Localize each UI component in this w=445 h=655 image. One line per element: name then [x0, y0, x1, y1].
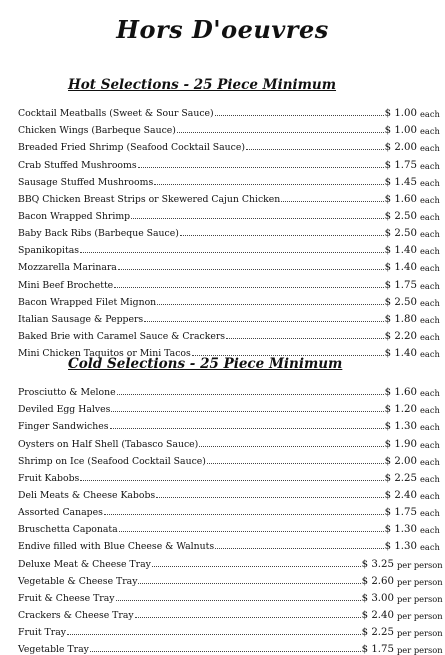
dot-leader: [215, 547, 383, 549]
menu-item-unit: each: [420, 314, 440, 325]
dot-leader: [104, 513, 384, 515]
dot-leader: [226, 337, 384, 339]
dot-leader: [135, 616, 361, 618]
menu-item-unit: each: [420, 143, 440, 154]
menu-item-unit: each: [420, 508, 440, 519]
menu-item-name: Deli Meats & Cheese Kabobs: [18, 489, 156, 501]
menu-item-name: Fruit Tray: [18, 627, 66, 639]
menu-item-row: [18, 308, 442, 325]
menu-item-price: $ 2.40: [384, 489, 417, 501]
hot-items-list: [18, 102, 442, 359]
menu-item-name: Deviled Egg Halves: [18, 404, 111, 416]
menu-item-price: $ 1.20: [384, 404, 417, 416]
menu-item-name: Baked Brie with Caramel Sauce & Crackers: [18, 330, 226, 342]
menu-item-name: Bruschetta Caponata: [18, 524, 118, 536]
menu-item-price: $ 2.25: [384, 472, 417, 484]
menu-item-row: [18, 552, 442, 569]
menu-item-unit: each: [420, 211, 440, 222]
menu-item-name: Breaded Fried Shrimp (Seafood Cocktail Sauce): [18, 142, 246, 154]
menu-item-price: $ 2.60: [361, 575, 394, 587]
menu-item-name: Baby Back Ribs (Barbeque Sauce): [18, 228, 179, 240]
menu-item-name: Finger Sandwiches: [18, 421, 109, 433]
menu-item-price: $ 1.30: [384, 421, 417, 433]
menu-item-name: Spanikopitas: [18, 245, 80, 257]
menu-item-row: [18, 273, 442, 290]
menu-item-price: $ 2.00: [384, 455, 417, 467]
menu-item-row: [18, 119, 442, 136]
menu-item-unit: per person: [397, 559, 443, 570]
dot-leader: [80, 251, 384, 253]
menu-item-row: [18, 291, 442, 308]
menu-item-name: Vegetable Tray: [18, 644, 89, 655]
menu-item-unit: each: [420, 297, 440, 308]
menu-item-row: [18, 153, 442, 170]
menu-item-row: [18, 239, 442, 256]
dot-leader: [152, 565, 361, 567]
menu-item-price: $ 2.40: [361, 609, 394, 621]
dot-leader: [180, 234, 384, 236]
dot-leader: [67, 633, 361, 635]
menu-item-row: [18, 415, 442, 432]
dot-leader: [207, 462, 384, 464]
menu-item-row: [18, 256, 442, 273]
dot-leader: [281, 200, 383, 202]
dot-leader: [90, 650, 361, 652]
dot-leader: [138, 166, 384, 168]
menu-item-price: $ 1.45: [384, 176, 417, 188]
dot-leader: [111, 410, 383, 412]
menu-item-name: Bacon Wrapped Filet Mignon: [18, 296, 157, 308]
menu-item-row: [18, 205, 442, 222]
menu-item-name: BBQ Chicken Breast Strips or Skewered Cajun Chicken: [18, 193, 281, 205]
menu-item-unit: per person: [397, 576, 443, 587]
menu-item-price: $ 1.40: [384, 348, 417, 360]
menu-item-name: Chicken Wings (Barbeque Sauce): [18, 125, 176, 137]
menu-item-name: Vegetable & Cheese Tray: [18, 575, 138, 587]
menu-item-unit: each: [420, 263, 440, 274]
menu-item-unit: per person: [397, 610, 443, 621]
hot-section-heading: Hot Selections - 25 Piece Minimum: [68, 77, 337, 93]
menu-item-name: Fruit Kabobs: [18, 472, 80, 484]
menu-item-price: $ 1.60: [384, 193, 417, 205]
menu-item-unit: each: [420, 349, 440, 360]
menu-item-name: Oysters on Half Shell (Tabasco Sauce): [18, 438, 199, 450]
dot-leader: [118, 268, 384, 270]
menu-item-name: Cocktail Meatballs (Sweet & Sour Sauce): [18, 108, 214, 120]
menu-item-name: Bacon Wrapped Shrimp: [18, 210, 131, 222]
dot-leader: [215, 114, 384, 116]
menu-item-row: [18, 325, 442, 342]
menu-item-unit: each: [420, 331, 440, 342]
menu-item-price: $ 1.75: [384, 279, 417, 291]
dot-leader: [114, 286, 383, 288]
menu-item-unit: each: [420, 280, 440, 291]
menu-item-unit: each: [420, 177, 440, 188]
menu-item-price: $ 3.00: [361, 592, 394, 604]
menu-item-price: $ 2.50: [384, 296, 417, 308]
menu-item-unit: each: [420, 439, 440, 450]
menu-item-name: Crackers & Cheese Tray: [18, 609, 134, 621]
dot-leader: [131, 217, 383, 219]
menu-item-row: [18, 501, 442, 518]
menu-item-unit: each: [420, 473, 440, 484]
menu-item-name: Sausage Stuffed Mushrooms: [18, 176, 154, 188]
menu-item-name: Mozzarella Marinara: [18, 262, 117, 274]
menu-item-name: Assorted Canapes: [18, 507, 103, 519]
dot-leader: [154, 183, 383, 185]
menu-item-unit: each: [420, 405, 440, 416]
menu-item-name: Mini Beef Brochette: [18, 279, 114, 291]
page-title: Hors D'oeuvres: [116, 15, 329, 44]
menu-item-unit: each: [420, 229, 440, 240]
menu-item-price: $ 1.30: [384, 524, 417, 536]
dot-leader: [119, 530, 384, 532]
dot-leader: [80, 479, 383, 481]
menu-item-price: $ 2.50: [384, 210, 417, 222]
menu-item-price: $ 1.90: [384, 438, 417, 450]
menu-item-row: [18, 604, 442, 621]
menu-item-unit: each: [420, 160, 440, 171]
menu-item-price: $ 2.20: [384, 330, 417, 342]
menu-item-price: $ 1.80: [384, 313, 417, 325]
menu-item-row: [18, 188, 442, 205]
menu-item-row: [18, 222, 442, 239]
menu-item-price: $ 2.25: [361, 627, 394, 639]
menu-item-price: $ 1.30: [384, 541, 417, 553]
menu-item-row: [18, 467, 442, 484]
menu-item-unit: each: [420, 422, 440, 433]
menu-item-unit: per person: [397, 593, 443, 604]
menu-item-unit: each: [420, 388, 440, 399]
menu-item-row: [18, 381, 442, 398]
dot-leader: [116, 599, 361, 601]
dot-leader: [177, 131, 384, 133]
menu-item-price: $ 1.75: [361, 644, 394, 655]
menu-item-name: Shrimp on Ice (Seafood Cocktail Sauce): [18, 455, 206, 467]
menu-item-row: [18, 621, 442, 638]
cold-items-list: [18, 381, 442, 655]
menu-item-unit: each: [420, 525, 440, 536]
menu-item-price: $ 1.40: [384, 245, 417, 257]
menu-item-row: [18, 535, 442, 552]
menu-item-price: $ 1.75: [384, 159, 417, 171]
menu-item-row: [18, 136, 442, 153]
dot-leader: [156, 496, 383, 498]
menu-item-price: $ 2.00: [384, 142, 417, 154]
dot-leader: [199, 445, 383, 447]
menu-item-name: Fruit & Cheese Tray: [18, 592, 115, 604]
menu-item-name: Deluxe Meat & Cheese Tray: [18, 558, 151, 570]
menu-item-unit: each: [420, 246, 440, 257]
menu-item-row: [18, 102, 442, 119]
menu-item-row: [18, 432, 442, 449]
menu-item-unit: each: [420, 109, 440, 120]
dot-leader: [157, 303, 383, 305]
menu-item-price: $ 2.50: [384, 228, 417, 240]
menu-item-row: [18, 398, 442, 415]
menu-item-name: Mini Chicken Taquitos or Mini Tacos: [18, 348, 191, 360]
menu-item-row: [18, 587, 442, 604]
menu-item-row: [18, 638, 442, 655]
menu-item-unit: each: [420, 542, 440, 553]
menu-item-name: Endive filled with Blue Cheese & Walnuts: [18, 541, 215, 553]
menu-item-row: [18, 484, 442, 501]
menu-item-unit: per person: [397, 628, 443, 639]
menu-item-unit: each: [420, 456, 440, 467]
menu-item-name: Italian Sausage & Peppers: [18, 313, 144, 325]
menu-item-row: [18, 570, 442, 587]
menu-item-price: $ 1.00: [384, 125, 417, 137]
dot-leader: [110, 427, 384, 429]
menu-item-price: $ 3.25: [361, 558, 394, 570]
menu-item-row: [18, 171, 442, 188]
dot-leader: [144, 320, 383, 322]
menu-item-unit: per person: [397, 645, 443, 655]
menu-item-unit: each: [420, 490, 440, 501]
menu-item-price: $ 1.60: [384, 387, 417, 399]
dot-leader: [246, 148, 384, 150]
dot-leader: [138, 582, 360, 584]
menu-item-name: Crab Stuffed Mushrooms: [18, 159, 137, 171]
menu-item-row: [18, 518, 442, 535]
menu-item-price: $ 1.75: [384, 507, 417, 519]
dot-leader: [117, 393, 384, 395]
cold-section-heading: Cold Selections - 25 Piece Minimum: [68, 356, 343, 372]
menu-item-name: Prosciutto & Melone: [18, 387, 116, 399]
menu-item-price: $ 1.40: [384, 262, 417, 274]
menu-item-row: [18, 450, 442, 467]
menu-item-unit: each: [420, 126, 440, 137]
menu-item-price: $ 1.00: [384, 108, 417, 120]
menu-item-unit: each: [420, 194, 440, 205]
